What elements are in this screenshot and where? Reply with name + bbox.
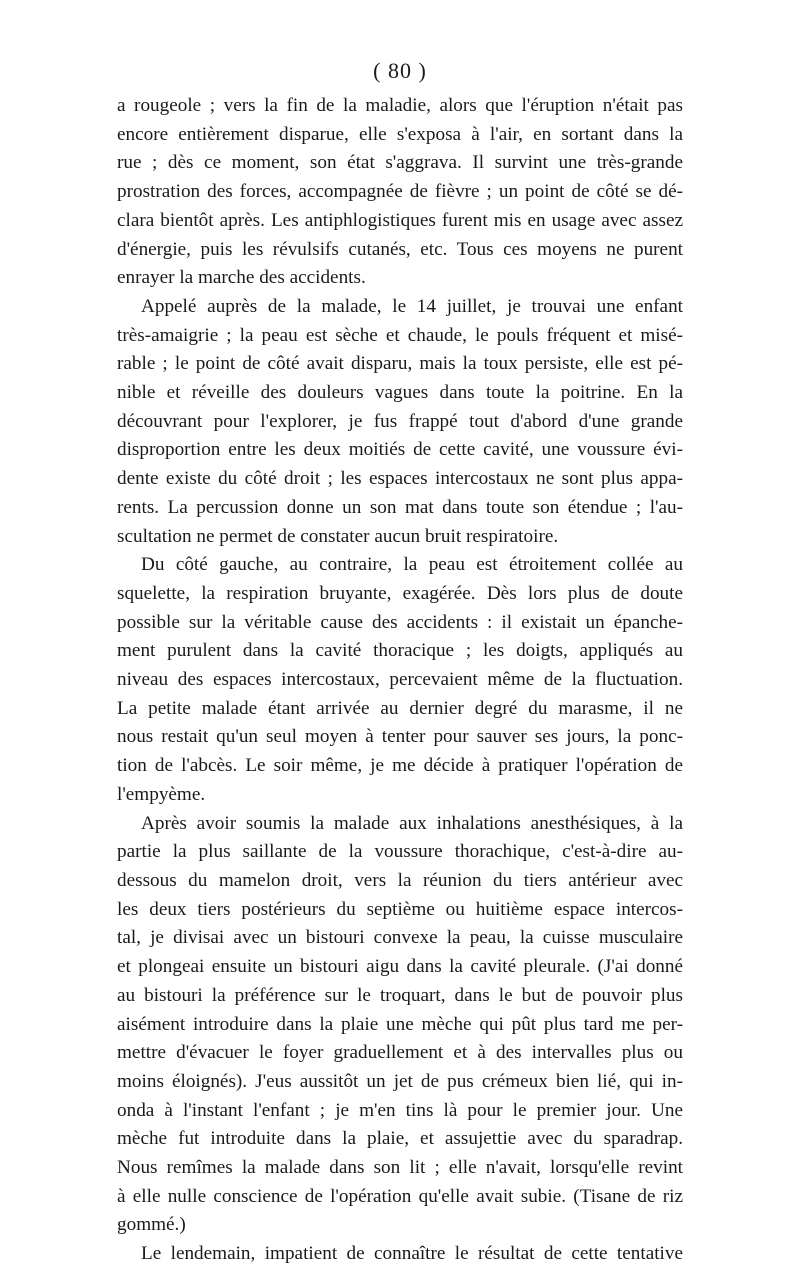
- paragraph: [117, 293, 683, 551]
- text-line: très-amaigrie ; la peau est sèche et chaude, le pouls fréquent et misé-: [117, 324, 683, 346]
- text-line: dessous du mamelon droit, vers la réunion du tiers antérieur avec: [117, 869, 683, 891]
- text-line: mèche fut introduite dans la plaie, et assujettie avec du sparadrap.: [117, 1128, 683, 1150]
- text-line: au bistouri la préférence sur le troquart, dans le but de pouvoir plus: [117, 984, 683, 1006]
- text-line: nous restait qu'un seul moyen à tenter pour sauver ses jours, la ponc-: [117, 726, 683, 748]
- text-line: Nous remîmes la malade dans son lit ; elle n'avait, lorsqu'elle revint: [117, 1157, 683, 1179]
- text-line: rents. La percussion donne un son mat dans toute son étendue ; l'au-: [117, 496, 683, 518]
- text-line: disproportion entre les deux moitiés de cette cavité, une voussure évi-: [117, 439, 683, 461]
- paragraph: [117, 551, 683, 809]
- text-line: d'énergie, puis les révulsifs cutanés, etc. Tous ces moyens ne purent: [117, 238, 683, 260]
- text-line: ment purulent dans la cavité thoracique ; les doigts, appliqués au: [117, 640, 683, 662]
- text-line: encore entièrement disparue, elle s'exposa à l'air, en sortant dans la: [117, 123, 683, 145]
- body-text: [117, 92, 683, 1269]
- text-line: dente existe du côté droit ; les espaces intercostaux ne sont plus appa-: [117, 468, 683, 490]
- paragraph: [117, 1240, 683, 1269]
- paragraph: [117, 810, 683, 1241]
- page-number: ( 80 ): [373, 58, 427, 83]
- text-line: rue ; dès ce moment, son état s'aggrava. Il survint une très-grande: [117, 152, 683, 174]
- text-line: tion de l'abcès. Le soir même, je me décide à pratiquer l'opération de: [117, 755, 683, 777]
- text-line: clara bientôt après. Les antiphlogistiques furent mis en usage avec assez: [117, 209, 683, 231]
- text-line: a rougeole ; vers la fin de la maladie, alors que l'éruption n'était pas: [117, 95, 683, 116]
- text-line: Appelé auprès de la malade, le 14 juillet, je trouvai une enfant: [141, 295, 683, 317]
- text-line: gommé.): [117, 1214, 186, 1236]
- text-line: Du côté gauche, au contraire, la peau est étroitement collée au: [141, 554, 683, 576]
- text-line: mettre d'évacuer le foyer graduellement et à des intervalles plus ou: [117, 1042, 683, 1064]
- text-line: squelette, la respiration bruyante, exagérée. Dès lors plus de doute: [117, 582, 683, 604]
- text-line: onda à l'instant l'enfant ; je m'en tins là pour le premier jour. Une: [117, 1099, 683, 1121]
- text-line: Le lendemain, impatient de connaître le résultat de cette tentative: [141, 1243, 683, 1265]
- text-line: et plongeai ensuite un bistouri aigu dans la cavité pleurale. (J'ai donné: [117, 956, 683, 978]
- text-line: découvrant pour l'explorer, je fus frappé tout d'abord d'une grande: [117, 410, 683, 432]
- text-line: les deux tiers postérieurs du septième ou huitième espace intercos-: [117, 898, 683, 920]
- text-line: rable ; le point de côté avait disparu, mais la toux persiste, elle est pé-: [117, 353, 683, 375]
- text-line: tal, je divisai avec un bistouri convexe la peau, la cuisse musculaire: [117, 927, 683, 949]
- text-line: possible sur la véritable cause des accidents : il existait un épanche-: [117, 611, 683, 633]
- paragraph: [117, 92, 683, 293]
- text-line: partie la plus saillante de la voussure thorachique, c'est-à-dire au-: [117, 841, 683, 863]
- text-line: La petite malade étant arrivée au dernier degré du marasme, il ne: [117, 697, 683, 719]
- text-line: prostration des forces, accompagnée de fièvre ; un point de côté se dé-: [117, 181, 683, 203]
- text-line: niveau des espaces intercostaux, percevaient même de la fluctuation.: [117, 669, 683, 691]
- text-line: scultation ne permet de constater aucun bruit respiratoire.: [117, 525, 559, 547]
- text-line: à elle nulle conscience de l'opération qu'elle avait subie. (Tisane de riz: [117, 1185, 683, 1207]
- text-line: enrayer la marche des accidents.: [117, 267, 366, 289]
- text-line: nible et réveille des douleurs vagues dans toute la poitrine. En la: [117, 382, 683, 404]
- text-line: aisément introduire dans la plaie une mèche qui pût plus tard me per-: [117, 1013, 683, 1035]
- text-line: l'empyème.: [117, 783, 206, 805]
- text-line: moins éloignés). J'eus aussitôt un jet de pus crémeux bien lié, qui in-: [117, 1070, 683, 1092]
- text-line: Après avoir soumis la malade aux inhalations anesthésiques, à la: [141, 812, 683, 834]
